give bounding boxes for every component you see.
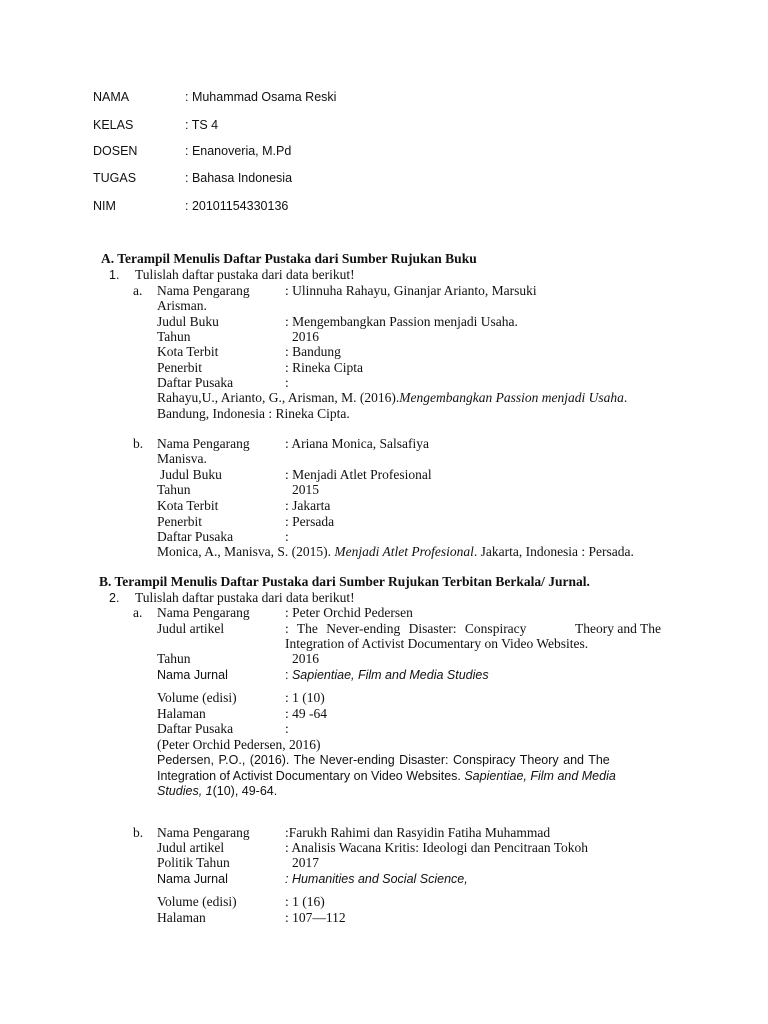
journal-a-year-value: 2016 xyxy=(292,651,319,666)
journal-name: Sapientiae, Film and Media Studies xyxy=(291,668,489,682)
reference-authors: Monica, A., Manisva, S. (2015). xyxy=(157,544,335,559)
journal-a-author-value: : Peter Orchid Pedersen xyxy=(285,605,413,620)
journal-b-pages-label: Halaman xyxy=(157,910,206,925)
journal-b-journal-label: Nama Jurnal xyxy=(157,872,228,886)
journal-b-pages-value: : 107—112 xyxy=(285,910,346,925)
question-2-text: Tulislah daftar pustaka dari data berikut! xyxy=(135,590,355,605)
reference-journal-name: Sapientiae, Film and Media xyxy=(464,769,616,783)
identity-value-nim: : 20101154330136 xyxy=(185,199,289,213)
item-a-title-label: Judul Buku xyxy=(157,314,219,329)
journal-a-title-value-1a: : The Never-ending Disaster: Conspiracy xyxy=(285,621,527,636)
journal-b-year-value: 2017 xyxy=(292,855,319,870)
item-a-reference-colon: : xyxy=(285,375,289,390)
item-a-author-label: Nama Pengarang xyxy=(157,283,250,298)
journal-a-journal-label: Nama Jurnal xyxy=(157,668,228,682)
identity-value-nama: : Muhammad Osama Reski xyxy=(185,90,337,104)
journal-a-year-label: Tahun xyxy=(157,651,191,666)
section-a-heading: A. Terampil Menulis Daftar Pustaka dari Sumber Rujukan Buku xyxy=(101,251,477,266)
item-a-city-value: : Bandung xyxy=(285,344,341,359)
item-a-reference-line-2: Bandung, Indonesia : Rineka Cipta. xyxy=(157,406,350,421)
journal-a-pages-label: Halaman xyxy=(157,706,206,721)
question-2-number: 2. xyxy=(109,591,120,605)
journal-a-volume-label: Volume (edisi) xyxy=(157,690,237,705)
item-b-city-label: Kota Terbit xyxy=(157,498,219,513)
item-b-author-value: : Ariana Monica, Salsafiya xyxy=(285,436,429,451)
item-a-city-label: Kota Terbit xyxy=(157,344,219,359)
journal-a-marker: a. xyxy=(133,605,143,620)
journal-a-pages-value: : 49 -64 xyxy=(285,706,327,721)
journal-b-journal-value: : Humanities and Social Science, xyxy=(285,872,468,886)
reference-article-title: Integration of Activist Documentary on Video Websites. xyxy=(157,769,465,783)
identity-label-nama: NAMA xyxy=(93,90,130,104)
identity-value-kelas: : TS 4 xyxy=(185,118,219,132)
item-b-author-label: Nama Pengarang xyxy=(157,436,250,451)
item-b-author-value-cont: Manisva. xyxy=(157,451,207,466)
journal-a-reference-colon: : xyxy=(285,721,289,736)
item-b-year-value: 2015 xyxy=(292,482,319,497)
item-a-publisher-value: : Rineka Cipta xyxy=(285,360,363,375)
reference-punct: . xyxy=(623,390,628,405)
journal-a-title-value-1b: Theory and The xyxy=(575,621,661,636)
item-a-year-label: Tahun xyxy=(157,329,191,344)
journal-a-journal-value xyxy=(285,667,489,683)
question-1-number: 1. xyxy=(109,268,120,282)
item-a-author-value-cont: Arisman. xyxy=(157,298,207,313)
item-b-title-value: : Menjadi Atlet Profesional xyxy=(285,467,432,482)
item-b-publisher-value: : Persada xyxy=(285,514,335,529)
reference-book-title: Mengembangkan Passion menjadi Usaha xyxy=(399,390,624,405)
reference-authors: Rahayu,U., Arianto, G., Arisman, M. (2016). xyxy=(157,390,400,405)
journal-b-volume-label: Volume (edisi) xyxy=(157,894,237,909)
item-a-year-value: 2016 xyxy=(292,329,319,344)
reference-publisher: . Jakarta, Indonesia : Persada. xyxy=(473,544,634,559)
section-b-heading: B. Terampil Menulis Daftar Pustaka dari Sumber Rujukan Terbitan Berkala/ Jurnal. xyxy=(99,574,590,589)
item-b-title-label: Judul Buku xyxy=(160,467,222,482)
item-b-publisher-label: Penerbit xyxy=(157,514,202,529)
identity-label-nim: NIM xyxy=(93,199,116,213)
item-b-marker: b. xyxy=(133,436,144,451)
reference-journal-volume: Studies, 1 xyxy=(157,784,213,798)
item-b-reference-colon: : xyxy=(285,529,289,544)
journal-a-citation: (Peter Orchid Pedersen, 2016) xyxy=(157,737,321,752)
item-b-city-value: : Jakarta xyxy=(285,498,331,513)
identity-label-tugas: TUGAS xyxy=(93,171,137,185)
item-a-author-value: : Ulinnuha Rahayu, Ginanjar Arianto, Marsuki xyxy=(285,283,537,298)
journal-b-author-value: :Farukh Rahimi dan Rasyidin Fatiha Muhammad xyxy=(285,825,551,840)
journal-b-title-cont-label: Politik Tahun xyxy=(157,855,230,870)
journal-a-reference-line-2 xyxy=(157,768,616,784)
item-a-title-value: : Mengembangkan Passion menjadi Usaha. xyxy=(285,314,518,329)
item-b-reference-label: Daftar Pusaka xyxy=(157,529,234,544)
item-b-reference-line-1 xyxy=(157,544,634,560)
item-a-publisher-label: Penerbit xyxy=(157,360,202,375)
journal-a-title-label: Judul artikel xyxy=(157,621,225,636)
journal-b-title-label: Judul artikel xyxy=(157,840,225,855)
journal-b-author-label: Nama Pengarang xyxy=(157,825,250,840)
item-a-reference-label: Daftar Pusaka xyxy=(157,375,234,390)
identity-label-kelas: KELAS xyxy=(93,118,134,132)
journal-a-reference-line-1: Pedersen, P.O., (2016). The Never-ending Disaster: Conspiracy Theory and The xyxy=(157,753,610,767)
item-a-marker: a. xyxy=(133,283,143,298)
journal-a-author-label: Nama Pengarang xyxy=(157,605,250,620)
identity-value-dosen: : Enanoveria, M.Pd xyxy=(185,144,292,158)
colon: : xyxy=(285,668,292,682)
item-a-reference-line-1 xyxy=(157,390,627,406)
reference-book-title: Menjadi Atlet Profesional xyxy=(334,544,474,559)
journal-a-reference-line-3 xyxy=(157,783,277,799)
journal-b-volume-value: : 1 (16) xyxy=(285,894,325,909)
reference-issue-pages: (10), 49-64. xyxy=(212,784,278,798)
journal-a-title-value-2: Integration of Activist Documentary on Video Websites. xyxy=(285,636,589,651)
identity-value-tugas: : Bahasa Indonesia xyxy=(185,171,293,185)
journal-a-reference-label: Daftar Pusaka xyxy=(157,721,234,736)
item-b-year-label: Tahun xyxy=(157,482,191,497)
journal-b-title-value: : Analisis Wacana Kritis: Ideologi dan Pencitraan Tokoh xyxy=(285,840,589,855)
journal-b-marker: b. xyxy=(133,825,144,840)
journal-a-volume-value: : 1 (10) xyxy=(285,690,325,705)
question-1-text: Tulislah daftar pustaka dari data berikut! xyxy=(135,267,355,282)
identity-label-dosen: DOSEN xyxy=(93,144,138,158)
